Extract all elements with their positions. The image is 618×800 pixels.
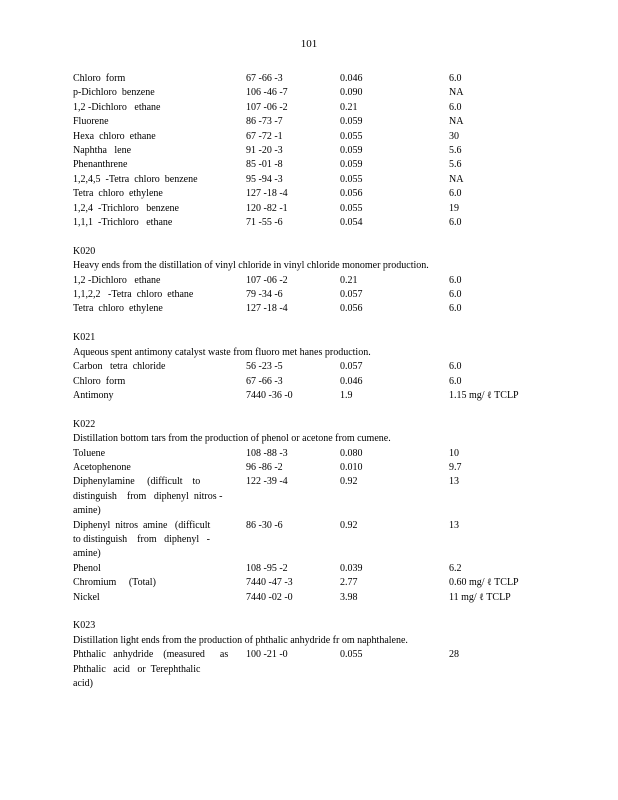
- wastewater-concentration: 0.92: [340, 476, 358, 488]
- table-row: [73, 302, 573, 316]
- cas-number: 91 -20 -3: [246, 145, 283, 157]
- constituent-name: Chromium (Total): [73, 577, 156, 589]
- cas-number: 107 -06 -2: [246, 274, 288, 286]
- waste-description: Heavy ends from the distillation of vinyl chloride in vinyl chloride monomer production.: [73, 260, 429, 272]
- table-row: [73, 389, 573, 403]
- constituent-name: Chloro form: [73, 375, 126, 387]
- constituent-name: 1,2,4 -Trichloro benzene: [73, 202, 179, 214]
- constituent-name: Nickel: [73, 591, 100, 603]
- nonwastewater-limit: 6.0: [449, 274, 462, 286]
- cas-number: 86 -30 -6: [246, 519, 283, 531]
- table-row: [73, 130, 573, 144]
- wastewater-concentration: 0.056: [340, 188, 363, 200]
- page-number: 101: [300, 38, 318, 50]
- constituent-name: Toluene: [73, 447, 106, 459]
- table-row: [73, 475, 573, 518]
- cas-number: 67 -66 -3: [246, 73, 283, 84]
- constituent-name: 1,1,2,2 -Tetra chloro ethane: [73, 289, 194, 301]
- table-row: [73, 202, 573, 216]
- constituent-name: Tetra chloro ethylene: [73, 303, 163, 315]
- table-row: [73, 519, 573, 562]
- wastewater-concentration: 0.054: [340, 217, 363, 229]
- table-row: [73, 86, 573, 100]
- waste-description: Distillation light ends from the production of phthalic anhydride fr om naphthalene.: [73, 634, 408, 646]
- constituent-name: 1,2,4,5 -Tetra chloro benzene: [73, 173, 198, 185]
- nonwastewater-limit: 0.60 mg/ ℓ TCLP: [449, 577, 519, 589]
- wastewater-concentration: 0.046: [340, 73, 363, 84]
- waste-code: K020: [73, 245, 96, 257]
- constituent-name: Tetra chloro ethylene: [73, 188, 163, 200]
- wastewater-concentration: 0.055: [340, 649, 363, 661]
- table-row: [73, 187, 573, 201]
- waste-description: Distillation bottom tars from the production of phenol or acetone from cumene.: [73, 433, 391, 445]
- cas-number: 7440 -02 -0: [246, 591, 293, 603]
- cas-number: 108 -95 -2: [246, 562, 288, 574]
- wastewater-concentration: 0.055: [340, 130, 363, 142]
- cas-number: 95 -94 -3: [246, 173, 283, 185]
- constituent-name: Diphenylamine (difficult to distinguish from diphenyl nitros - amine): [73, 476, 223, 517]
- cas-number: 108 -88 -3: [246, 447, 288, 459]
- cas-number: 122 -39 -4: [246, 476, 288, 488]
- wastewater-concentration: 0.010: [340, 461, 363, 473]
- nonwastewater-limit: 28: [449, 649, 459, 661]
- wastewater-concentration: 0.21: [340, 274, 358, 286]
- constituent-name: Chloro form: [73, 73, 126, 84]
- constituent-name: 1,2 -Dichloro ethane: [73, 274, 161, 286]
- waste-section-k020: [73, 245, 573, 317]
- wastewater-concentration: 0.059: [340, 159, 363, 171]
- nonwastewater-limit: NA: [449, 87, 464, 99]
- waste-description: Aqueous spent antimony catalyst waste from fluoro met hanes production.: [73, 346, 371, 358]
- cas-number: 96 -86 -2: [246, 461, 283, 473]
- cas-number: 79 -34 -6: [246, 289, 283, 301]
- wastewater-concentration: 0.055: [340, 173, 363, 185]
- nonwastewater-limit: 13: [449, 519, 459, 531]
- wastewater-concentration: 0.056: [340, 303, 363, 315]
- cas-number: 106 -46 -7: [246, 87, 288, 99]
- wastewater-concentration: 0.057: [340, 361, 363, 373]
- cas-number: 127 -18 -4: [246, 188, 288, 200]
- waste-code: K023: [73, 620, 96, 632]
- nonwastewater-limit: 6.0: [449, 188, 462, 200]
- constituent-name: Phthalic anhydride (measured as Phthalic acid or Terephthalic acid): [73, 649, 229, 689]
- cas-number: 100 -21 -0: [246, 649, 288, 661]
- constituent-name: Phenol: [73, 562, 101, 574]
- table-row: [73, 101, 573, 115]
- constituent-name: 1,2 -Dichloro ethane: [73, 101, 161, 113]
- nonwastewater-limit: 1.15 mg/ ℓ TCLP: [449, 389, 519, 401]
- constituent-name: Phenanthrene: [73, 159, 128, 171]
- wastewater-concentration: 3.98: [340, 591, 358, 603]
- constituent-name: Acetophenone: [73, 461, 131, 473]
- table-row: [73, 158, 573, 172]
- table-row: [73, 115, 573, 129]
- nonwastewater-limit: NA: [449, 173, 464, 185]
- constituent-name: Carbon tetra chloride: [73, 361, 166, 373]
- waste-code: K022: [73, 418, 96, 430]
- table-row: [73, 461, 573, 475]
- table-row: [73, 274, 573, 288]
- table-row: [73, 72, 573, 86]
- cas-number: 127 -18 -4: [246, 303, 288, 315]
- constituent-name: p-Dichloro benzene: [73, 87, 155, 99]
- table-row: [73, 375, 573, 389]
- cas-number: 7440 -47 -3: [246, 577, 293, 589]
- cas-number: 71 -55 -6: [246, 217, 283, 229]
- cas-number: 67 -72 -1: [246, 130, 283, 142]
- wastewater-concentration: 0.21: [340, 101, 358, 113]
- nonwastewater-limit: 6.0: [449, 375, 462, 387]
- wastewater-concentration: 0.080: [340, 447, 363, 459]
- table-row: [73, 288, 573, 302]
- cas-number: 120 -82 -1: [246, 202, 288, 214]
- wastewater-concentration: 0.059: [340, 145, 363, 157]
- table-row: [73, 447, 573, 461]
- nonwastewater-limit: 6.0: [449, 217, 462, 229]
- nonwastewater-limit: 6.0: [449, 101, 462, 113]
- constituent-name: Diphenyl nitros amine (difficult to distinguish from diphenyl - amine): [73, 519, 211, 560]
- table-row: [73, 144, 573, 158]
- constituent-name: 1,1,1 -Trichloro ethane: [73, 217, 173, 229]
- document-body: [73, 72, 573, 691]
- wastewater-concentration: 0.055: [340, 202, 363, 214]
- cas-number: 67 -66 -3: [246, 375, 283, 387]
- nonwastewater-limit: 19: [449, 202, 459, 214]
- nonwastewater-limit: 9.7: [449, 461, 462, 473]
- table-row: [73, 562, 573, 576]
- nonwastewater-limit: 6.0: [449, 289, 462, 301]
- waste-section-k022: [73, 418, 573, 605]
- wastewater-concentration: 1.9: [340, 389, 353, 401]
- cas-number: 56 -23 -5: [246, 361, 283, 373]
- nonwastewater-limit: 11 mg/ ℓ TCLP: [449, 591, 511, 603]
- cas-number: 7440 -36 -0: [246, 389, 293, 401]
- nonwastewater-limit: 6.0: [449, 73, 462, 84]
- nonwastewater-limit: NA: [449, 116, 464, 128]
- table-row: [73, 216, 573, 230]
- wastewater-concentration: 0.057: [340, 289, 363, 301]
- nonwastewater-limit: 13: [449, 476, 459, 488]
- nonwastewater-limit: 30: [449, 130, 459, 142]
- cas-number: 85 -01 -8: [246, 159, 283, 171]
- nonwastewater-limit: 5.6: [449, 159, 462, 171]
- wastewater-concentration: 0.046: [340, 375, 363, 387]
- continued-table: [73, 72, 573, 230]
- nonwastewater-limit: 6.0: [449, 361, 462, 373]
- cas-number: 86 -73 -7: [246, 116, 283, 128]
- nonwastewater-limit: 6.0: [449, 303, 462, 315]
- constituent-name: Hexa chloro ethane: [73, 130, 156, 142]
- wastewater-concentration: 0.92: [340, 519, 358, 531]
- table-row: [73, 591, 573, 605]
- constituent-name: Antimony: [73, 389, 114, 401]
- wastewater-concentration: 2.77: [340, 577, 358, 589]
- waste-section-k021: [73, 331, 573, 403]
- waste-code: K021: [73, 332, 96, 344]
- constituent-name: Naphtha lene: [73, 145, 132, 157]
- cas-number: 107 -06 -2: [246, 101, 288, 113]
- wastewater-concentration: 0.039: [340, 562, 363, 574]
- nonwastewater-limit: 10: [449, 447, 459, 459]
- table-row: [73, 576, 573, 590]
- nonwastewater-limit: 5.6: [449, 145, 462, 157]
- wastewater-concentration: 0.059: [340, 116, 363, 128]
- nonwastewater-limit: 6.2: [449, 562, 462, 574]
- table-row: [73, 360, 573, 374]
- constituent-name: Fluorene: [73, 116, 109, 128]
- table-row: [73, 648, 573, 691]
- waste-section-k023: [73, 619, 573, 691]
- wastewater-concentration: 0.090: [340, 87, 363, 99]
- table-row: [73, 173, 573, 187]
